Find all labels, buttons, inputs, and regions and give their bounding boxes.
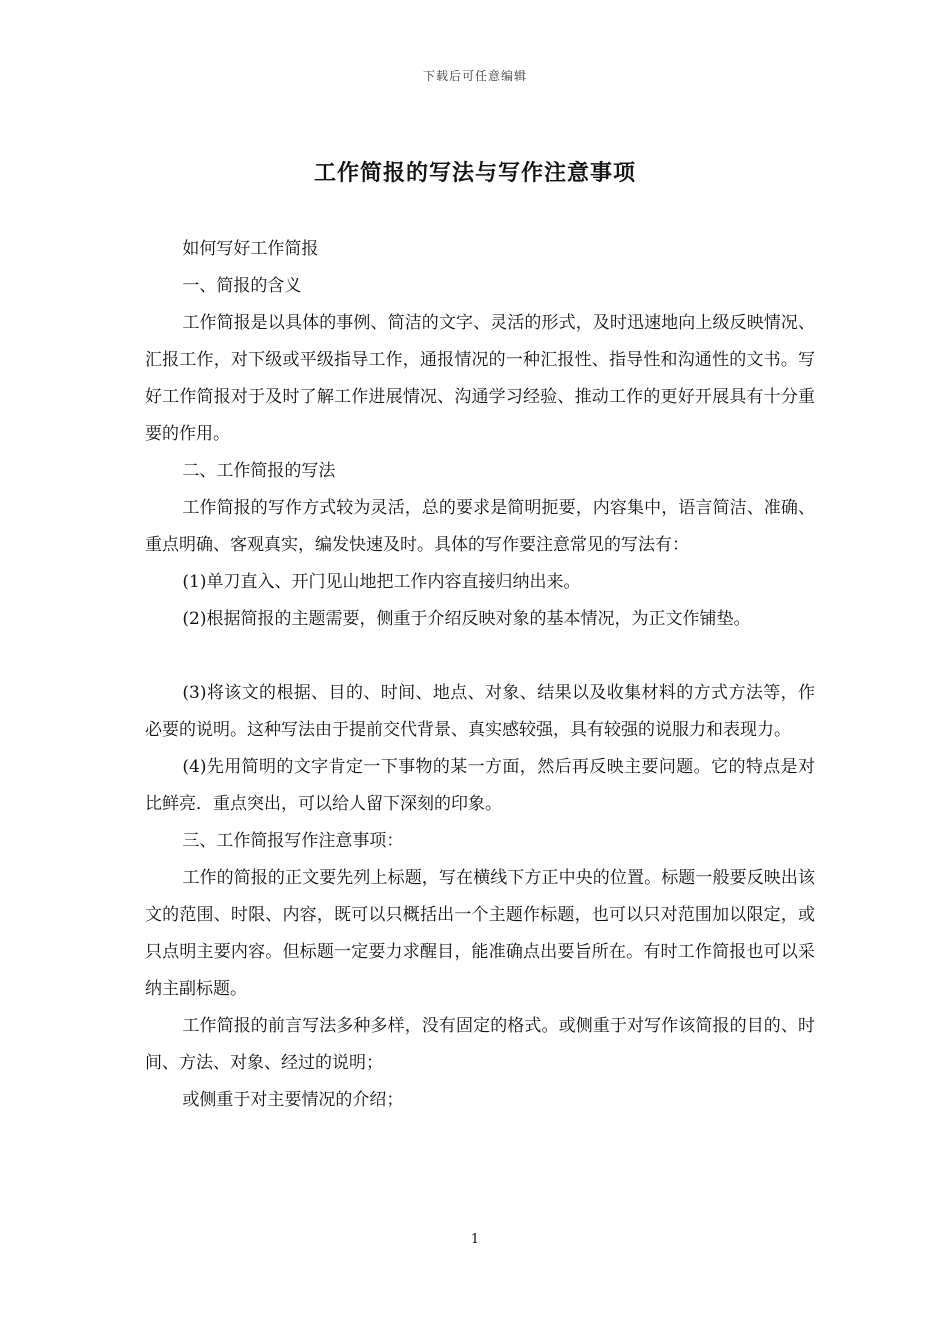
list-item-2: (2)根据简报的主题需要，侧重于介绍反映对象的基本情况，为正文作铺垫。: [182, 609, 751, 629]
list-item-4: (4)先用简明的文字肯定一下事物的某一方面，然后再反映主要问题。它的特点是对比鲜亮．重点突出，可以给人留下深刻的印象。: [145, 757, 815, 814]
page-number: 1: [470, 1232, 480, 1247]
paragraph-definition: 工作简报是以具体的事例、简洁的文字、灵活的形式，及时迅速地向上级反映情况、汇报工作，对下级或平级指导工作，通报情况的一种汇报性、指导性和沟通性的文书。写好工作简报对于及时了解工作进展情况、沟通学习经验、推动工作的更好开展具有十分重要的作用。: [145, 313, 815, 444]
document-title: 工作简报的写法与写作注意事项: [313, 160, 636, 186]
section-heading-3: 三、工作简报写作注意事项：: [182, 831, 404, 851]
paragraph-main-situation: 或侧重于对主要情况的介绍；: [182, 1090, 404, 1110]
section-heading-2: 二、工作简报的写法: [182, 461, 336, 481]
paragraph-title-guidance: 工作的简报的正文要先列上标题，写在横线下方正中央的位置。标题一般要反映出该文的范围、时限、内容，既可以只概括出一个主题作标题，也可以只对范围加以限定，或只点明主要内容。但标题一定要力求醒目，能准确点出要旨所在。有时工作简报也可以采纳主副标题。: [145, 868, 815, 999]
list-item-3: (3)将该文的根据、目的、时间、地点、对象、结果以及收集材料的方式方法等，作必要的说明。这种写法由于提前交代背景、真实感较强，具有较强的说服力和表现力。: [145, 683, 815, 740]
document-body: [145, 231, 815, 1119]
header-note: 下载后可任意编辑: [422, 69, 527, 83]
paragraph-preface-guidance: 工作简报的前言写法多种多样，没有固定的格式。或侧重于对写作该简报的目的、时间、方法、对象、经过的说明；: [145, 1016, 815, 1073]
section-heading-1: 一、简报的含义: [182, 276, 302, 296]
subheading-how-to-write: 如何写好工作简报: [182, 239, 319, 259]
list-item-1: (1)单刀直入、开门见山地把工作内容直接归纳出来。: [182, 572, 581, 592]
paragraph-writing-method: 工作简报的写作方式较为灵活，总的要求是简明扼要，内容集中，语言简洁、准确、重点明确、客观真实，编发快速及时。具体的写作要注意常见的写法有：: [145, 498, 815, 555]
